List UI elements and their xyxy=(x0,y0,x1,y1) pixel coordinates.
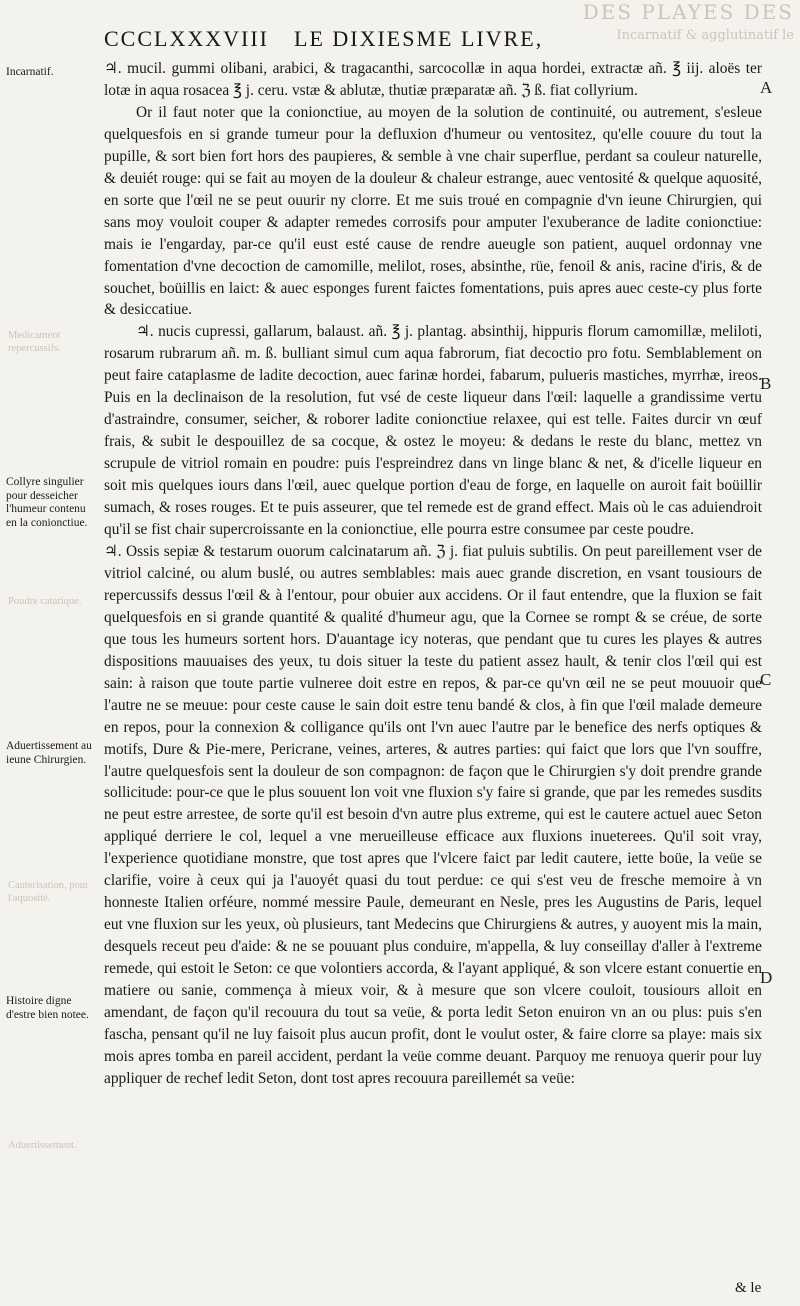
section-letter-d: D xyxy=(760,968,773,987)
section-letter-c: C xyxy=(760,670,772,689)
main-text-block xyxy=(104,58,762,1090)
margin-ghost-2: Poudre catarique. xyxy=(8,596,82,607)
paragraph-conionctiue: Or il faut noter que la conionctiue, au moyen de la solution de continuité, ou autrement, s'esleue quelquesfois en si grande tumeur pour la defluxion d'humeur ou ventositez, qu'elle couure du tout la pupille, & sort bien fort hors des paupieres, & semble à vne chair superflue, perdant sa couleur naturelle, & deuiét rouge: qui se fait au moyen de la douleur & chaleur estrange, auec ventosité & quelque aquosité, en sorte que l'œil ne se peut ouurir ny clorre. Et me suis troué en compagnie d'vn ieune Chirurgien, qui sans moy vouloit couper & adapter remedes corrosifs pour amputer l'exuberance de ladite conionctiue: mais ie l'engarday, par-ce qu'il eust esté cause de rendre aueugle son patient, auquel ordonnay vne fomentation d'vne decoction de camomille, melilot, roses, absinthe, rüe, fenoil & anis, racine d'iris, & de souchet, boüillis en laict: & auec esponges furent faictes fomentations, puis apres auec ceste-cy plus forte & desiccatiue. xyxy=(104,103,762,319)
running-header xyxy=(104,26,664,52)
margin-ghost-4: Aduertissement. xyxy=(8,1140,77,1151)
margin-note-incarnatif: Incarnatif. xyxy=(6,66,54,78)
catchword: & le xyxy=(735,1280,762,1296)
bleed-line-1: DES PLAYES DES xyxy=(582,0,794,24)
section-letter-a: A xyxy=(760,78,773,97)
paragraph-recipe-collyrium: ♃. mucil. gummi olibani, arabici, & tragacanthi, sarcocollæ in aqua hordei, extractæ añ. ℥ iij. aloës ter lotæ in aqua rosacea ℥ j. ceru. vstæ & ablutæ, thutiæ præparatæ añ. ℨ ß. fiat collyrium. xyxy=(104,60,762,99)
bleed-line-2: Incarnatif & agglutinatif le xyxy=(616,28,794,43)
folio-number: CCCLXXXVIII xyxy=(104,26,269,51)
paragraph-decoction: ♃. nucis cupressi, gallarum, balaust. añ. ℥ j. plantag. absinthij, hippuris florum camomillæ, meliloti, rosarum rubrarum añ. m. ß. bulliant simul cum aqua fabrorum, fiat decoctio pro fotu. Semblablement on peut faire cataplasme de ladite decoction, auec farinæ hordei, fabarum, pulueris mastiches, myrrhæ, ireos. Puis en la declinaison de la resolution, fut vsé de ceste liqueur dans l'œil: laquelle a grandissime vertu d'astraindre, consumer, seicher, & roborer ladite conionctiue relaxee, qui est telle. Faites durcir vn œuf frais, & subit le despouillez de sa cocque, & ostez le moyeu: & dedans le reste du blanc, mettez vn scrupule de vitriol romain en poudre: puis l'espreindrez dans vn linge blanc & net, & d'icelle liqueur en soit mis quelques iours dans l'œil, auec quelque portion d'eau de forge, en laquelle on auroit fait boüillir sumach, & roses rouges. Et te puis asseurer, que tel remede est de grand effect. Mais où le cas aduiendroit qu'il se fist chair supercroissante en la conionctiue, elle pourra estre consumee par ceste poudre. xyxy=(104,323,762,539)
paragraph-seton: ♃. Ossis sepiæ & testarum ouorum calcinatarum añ. ℨ j. fiat puluis subtilis. On peut pareillement vser de vitriol calciné, ou alum buslé, ou autres semblables: mais auec grande discretion, en vsant tousiours de repercussifs dessus l'œil & à l'entour, pour obuier aux accidens. Or il faut entendre, que la fluxion se fait quelquesfois en si grande quantité & qualité d'humeur agu, que la Cornee se rompt & se créue, de sorte que tous les humeurs sortent hors. D'auantage icy noteras, que pendant que tu cures les playes & autres dispositions mauuaises des yeux, tu dois situer la teste du patient assez hault, & tenir clos l'œil qui est sain: à raison que toute partie vulneree doit estre en repos, & par-ce qu'vn œil ne se peut mouuoir que l'autre ne se meuue: pour ceste cause le sain doit estre tenu bandé & clos, à fin que l'œil malade demeure en repos, pour la connexion & colligance qu'ils ont l'vn auec l'autre par le benefice des nerfs optiques & motifs, Dure & Pie-mere, Pericrane, veines, arteres, & autres parties: qui faict que lors que l'vn souffre, l'autre quelquesfois sent la douleur de son compagnon: de façon que le Chirurgien s'y doit prendre grande sollicitude: pour-ce que le plus souuent lon voit vne fluxion s'y faire si grande, que par les remedes susdits ne peut estre arrestee, de sorte qu'il est besoin d'vn autre plus extreme, qui est le cautere actuel auec Seton appliqué derriere le col, lequel a vne merueilleuse efficace aux fluxions inueterees. Qu'il soit vray, l'experience quotidiane monstre, que tost apres que l'vlcere faict par ledit cautere, iette boüe, la veüe se clarifie, voire à ceux qui ja l'auoyét quasi du tout perdue: ce qui s'est veu de fresche memoire à vn honneste Italien orféure, nommé messire Paule, demeurant en Nesle, pres les Augustins de Paris, lequel eut vne fluxion sur les yeux, où plusieurs, tant Medecins que Chirurgiens & autres, y auoyent mis la main, desquels receut peu d'aide: & ne se pouuant plus conduire, m'appella, & luy conseillay d'aller à l'extreme remede, qui estoit le Seton: ce que volontiers accorda, & l'ayant appliqué, & son vlcere estant conuertie en matiere ou sanie, commença à mieux voir, & à mesure que son vlcere couloit, tousiours alloit en amendant, de façon qu'il recouura du tout sa veüe, & porta ledit Seton enuiron vn an ou plus: puis s'en fascha, pensant qu'il ne luy faisoit plus aucun profit, dont le voulut oster, & faire clorre sa playe: mais six mois apres tomba en pareil accident, perdant la veüe comme deuant. Parquoy me renuoya querir pour luy appliquer de rechef ledit Seton, dont tost apres recouura pareillemét sa veüe: xyxy=(104,542,762,1087)
running-title: LE DIXIESME LIVRE, xyxy=(294,26,544,51)
margin-note-collyre: Collyre singulier pour desseicher l'humeur contenu en la conionctiue. xyxy=(6,476,88,529)
margin-ghost-1: Medicament repercussifs. xyxy=(8,330,61,354)
margin-note-histoire: Histoire digne d'estre bien notee. xyxy=(6,995,89,1021)
margin-ghost-3: Cauterisation, pour l'aquosité. xyxy=(8,880,89,904)
margin-note-aduertissement: Aduertissement au ieune Chirurgien. xyxy=(6,740,92,766)
section-letter-b: B xyxy=(760,374,772,393)
